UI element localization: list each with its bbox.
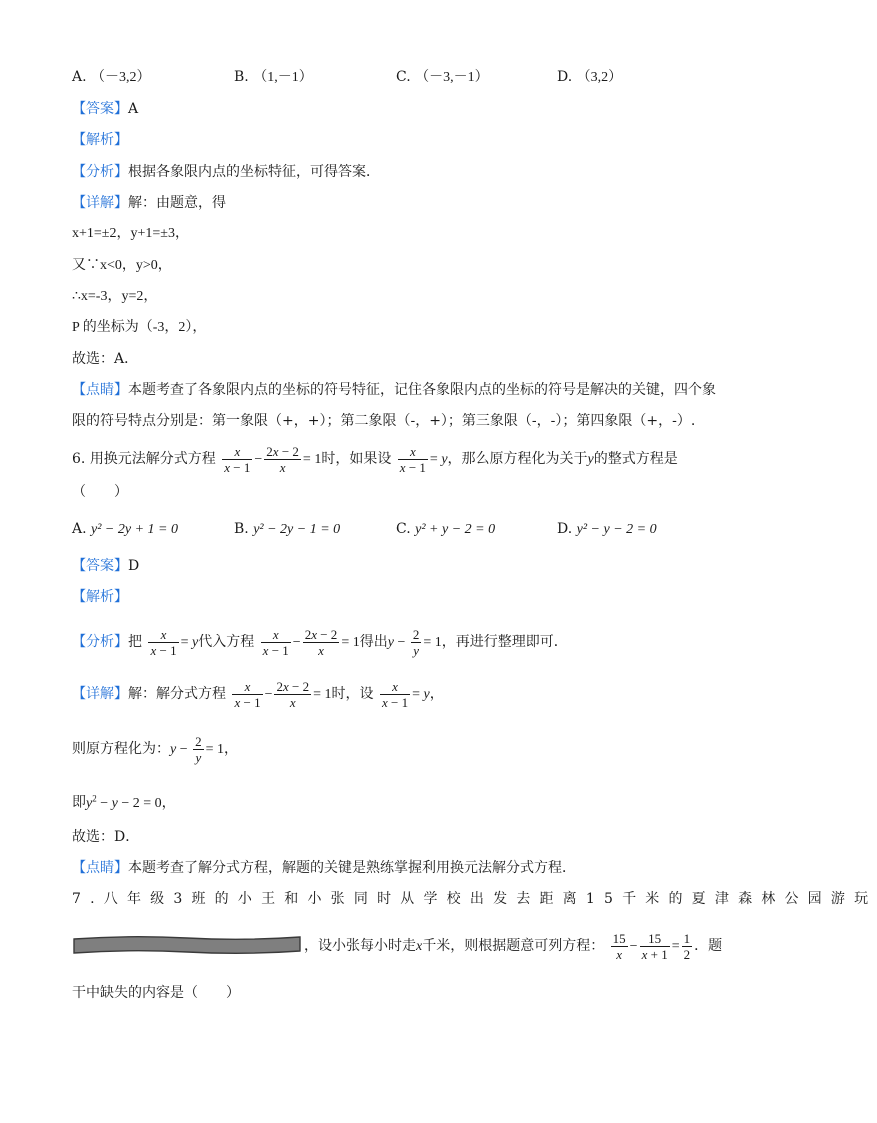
q5-option-d[interactable]: D. （3,2） xyxy=(557,69,623,85)
q6-paren: （ ） xyxy=(72,484,128,500)
q5-analysis-heading: 【解析】 xyxy=(72,132,128,148)
fraction: $\frac{2}{y}$ xyxy=(195,733,202,765)
q5-dianjing-1: 【点睛】本题考查了各象限内点的坐标的符号特征，记住各象限内点的坐标的符号是解决的关键，四个象 xyxy=(72,382,716,398)
fraction: $\frac{x}{x - 1}$ xyxy=(262,626,289,658)
q6-option-a[interactable]: A. y² − 2y + 1 = 0 xyxy=(72,521,178,537)
q6-thus: 即$y^2 - y - 2 = 0$， xyxy=(72,793,176,811)
q5-step-3: ∴x=-3，y=2， xyxy=(72,289,158,304)
fraction: $\frac{2}{y}$ xyxy=(412,626,420,658)
q6-xiangjie: 【详解】解：解分式方程 $\frac{x}{x - 1}$ − $\frac{2x - 2}{x}$ = 1时，设 $\frac{x}{x - 1}$ = y， xyxy=(72,678,444,710)
fraction: $\frac{x}{x - 1}$ xyxy=(381,678,409,710)
q6-analysis-heading: 【解析】 xyxy=(72,589,128,605)
q5-option-b[interactable]: B. （1,－1） xyxy=(234,69,313,85)
fraction: $\frac{1}{2}$ xyxy=(683,930,691,962)
q6-choose: 故选：D． xyxy=(72,829,140,845)
fraction: $\frac{15}{x + 1}$ xyxy=(641,930,668,962)
fraction: $\frac{2x - 2}{x}$ xyxy=(276,678,310,710)
fraction: $\frac{2x - 2}{x}$ xyxy=(266,443,299,475)
q6-fenxi: 【分析】把 $\frac{x}{x - 1}$ = y代入方程 $\frac{x}{x - 1}$ − $\frac{2x - 2}{x}$ = 1得出y − $\frac{2}{y}$ = 1，再进行整理即可． xyxy=(72,626,568,658)
q6-answer: 【答案】D xyxy=(72,558,140,574)
q5-option-a[interactable]: A. （－3,2） xyxy=(72,69,151,85)
q6-option-b[interactable]: B. y² − 2y − 1 = 0 xyxy=(234,521,341,537)
q6-stem: 6. 用换元法解分式方程 $\frac{x}{x - 1}$ − $\frac{2x - 2}{x}$ = 1时，如果设 $\frac{x}{x - 1}$ = y，那么原方程化为关于y的整式方程是 xyxy=(72,443,678,475)
q7-continued: ，设小张每小时走x千米，则根据题意可列方程： $\frac{15}{x}$ − $\frac{15}{x + 1}$ = $\frac{1}{2}$ ．题 xyxy=(304,930,723,962)
fraction: $\frac{x}{x - 1}$ xyxy=(234,678,261,710)
q5-fenxi: 【分析】根据各象限内点的坐标特征，可得答案． xyxy=(72,164,380,180)
q5-xiangjie: 【详解】解：由题意，得 xyxy=(72,195,226,211)
missing-content-banner xyxy=(72,934,302,956)
q5-step-4: P 的坐标为（-3，2）， xyxy=(72,320,207,335)
q5-step-2: 又∵x<0，y>0， xyxy=(72,258,172,273)
q6-converted: 则原方程化为：y − $\frac{2}{y}$ = 1， xyxy=(72,733,239,765)
q7-last: 干中缺失的内容是（ ） xyxy=(72,985,240,1001)
fraction: $\frac{x}{x - 1}$ xyxy=(224,443,251,475)
q6-option-c[interactable]: C. y² + y − 2 = 0 xyxy=(396,521,496,537)
fraction: $\frac{x}{x - 1}$ xyxy=(399,443,426,475)
q5-dianjing-2: 限的符号特点分别是：第一象限（+，+）；第二象限（-，+）；第三象限（-，-）；第四象限（+，-）. xyxy=(72,413,696,429)
fraction: $\frac{x}{x - 1}$ xyxy=(150,626,177,658)
q5-answer: 【答案】A xyxy=(72,101,139,117)
q7-stem: 7.八年级3班的小王和小张同时从学校出发去距离15千米的夏津森林公园游玩 xyxy=(72,891,877,907)
fraction: $\frac{2x - 2}{x}$ xyxy=(304,626,338,658)
q5-step-1: x+1=±2，y+1=±3， xyxy=(72,226,189,241)
fraction: $\frac{15}{x}$ xyxy=(612,930,626,962)
q5-choose: 故选：A． xyxy=(72,351,139,367)
q6-dianjing: 【点睛】本题考查了解分式方程，解题的关键是熟练掌握利用换元法解分式方程． xyxy=(72,860,576,876)
q6-option-d[interactable]: D. y² − y − 2 = 0 xyxy=(557,521,657,537)
q5-option-c[interactable]: C. （－3,－1） xyxy=(396,69,489,85)
